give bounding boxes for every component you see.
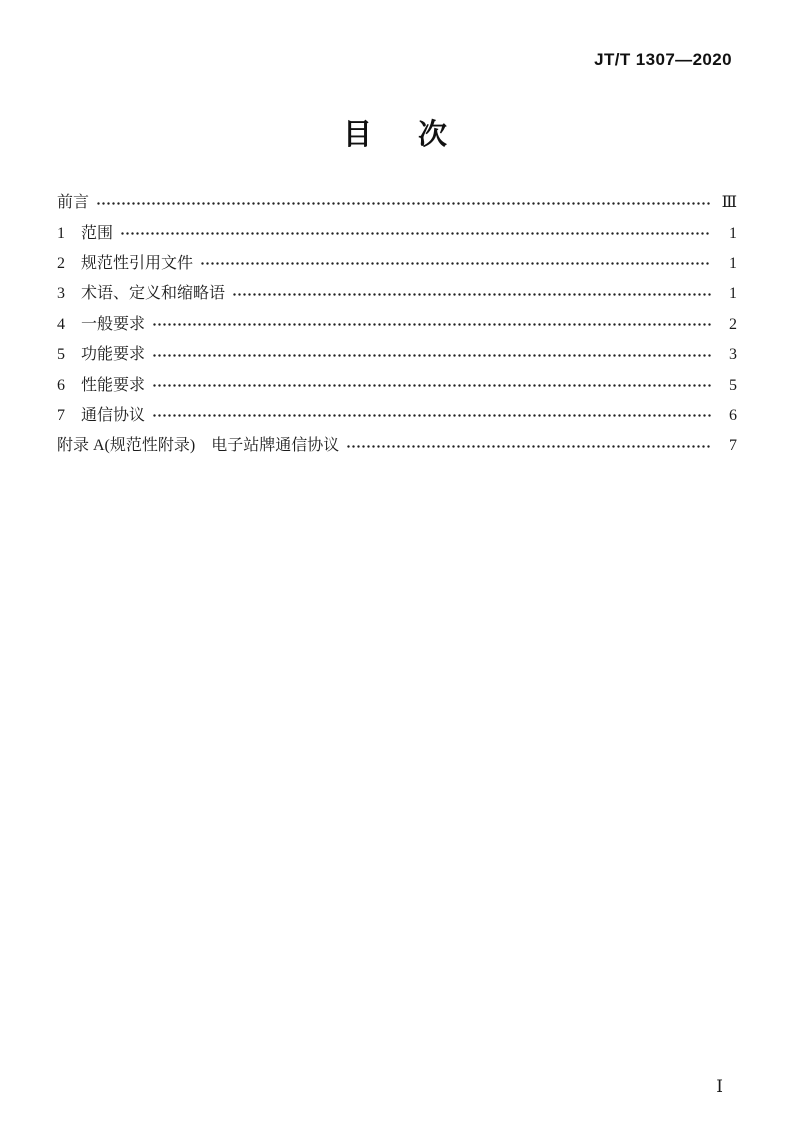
page-title-char-left: 目	[342, 119, 372, 151]
toc-entry	[57, 188, 737, 218]
dot-leader	[152, 379, 711, 393]
toc-entry-number: 5	[57, 346, 65, 364]
toc-entry-page: 3	[729, 346, 737, 364]
toc-entry-page: 1	[729, 224, 737, 242]
toc-entry-label: 通信协议	[81, 406, 146, 424]
toc-entry-page: 5	[729, 376, 737, 394]
page-title	[0, 112, 790, 153]
toc-entry	[57, 218, 737, 248]
toc-entry	[57, 401, 737, 431]
dot-leader	[120, 227, 711, 241]
toc-entry	[57, 340, 737, 370]
dot-leader	[96, 196, 711, 210]
table-of-contents	[57, 188, 737, 462]
dot-leader	[152, 318, 711, 332]
dot-leader	[152, 409, 711, 423]
toc-entry-number: 2	[57, 254, 65, 272]
toc-entry-number: 6	[57, 376, 65, 394]
toc-entry-page: 1	[729, 254, 737, 272]
toc-entry	[57, 310, 737, 340]
dot-leader	[152, 348, 711, 362]
toc-entry-label: 一般要求	[81, 315, 146, 333]
toc-entry-label: 附录 A(规范性附录) 电子站牌通信协议	[57, 437, 340, 455]
toc-entry-label: 前言	[57, 194, 90, 212]
toc-entry-number: 1	[57, 224, 65, 242]
toc-entry-label: 性能要求	[81, 376, 146, 394]
page-title-char-right: 次	[418, 119, 448, 151]
toc-entry-label: 功能要求	[81, 346, 146, 364]
toc-entry-number: 7	[57, 406, 65, 424]
dot-leader	[232, 287, 711, 301]
dot-leader	[346, 439, 711, 453]
toc-entry	[57, 431, 737, 461]
toc-entry-page: 2	[729, 315, 737, 333]
toc-entry-label: 规范性引用文件	[81, 254, 194, 272]
toc-entry-page: 1	[729, 285, 737, 303]
toc-entry	[57, 370, 737, 400]
toc-entry-label: 术语、定义和缩略语	[81, 285, 226, 303]
footer-page-number: Ⅰ	[716, 1077, 723, 1096]
standard-code-header: JT/T 1307—2020	[594, 50, 732, 69]
toc-entry-page: 6	[729, 406, 737, 424]
toc-entry-page: 7	[729, 437, 737, 455]
toc-entry	[57, 279, 737, 309]
toc-entry-number: 4	[57, 315, 65, 333]
toc-entry-page: Ⅲ	[721, 194, 737, 212]
dot-leader	[200, 257, 711, 271]
toc-entry-number: 3	[57, 285, 65, 303]
toc-entry-label: 范围	[81, 224, 114, 242]
toc-entry	[57, 249, 737, 279]
